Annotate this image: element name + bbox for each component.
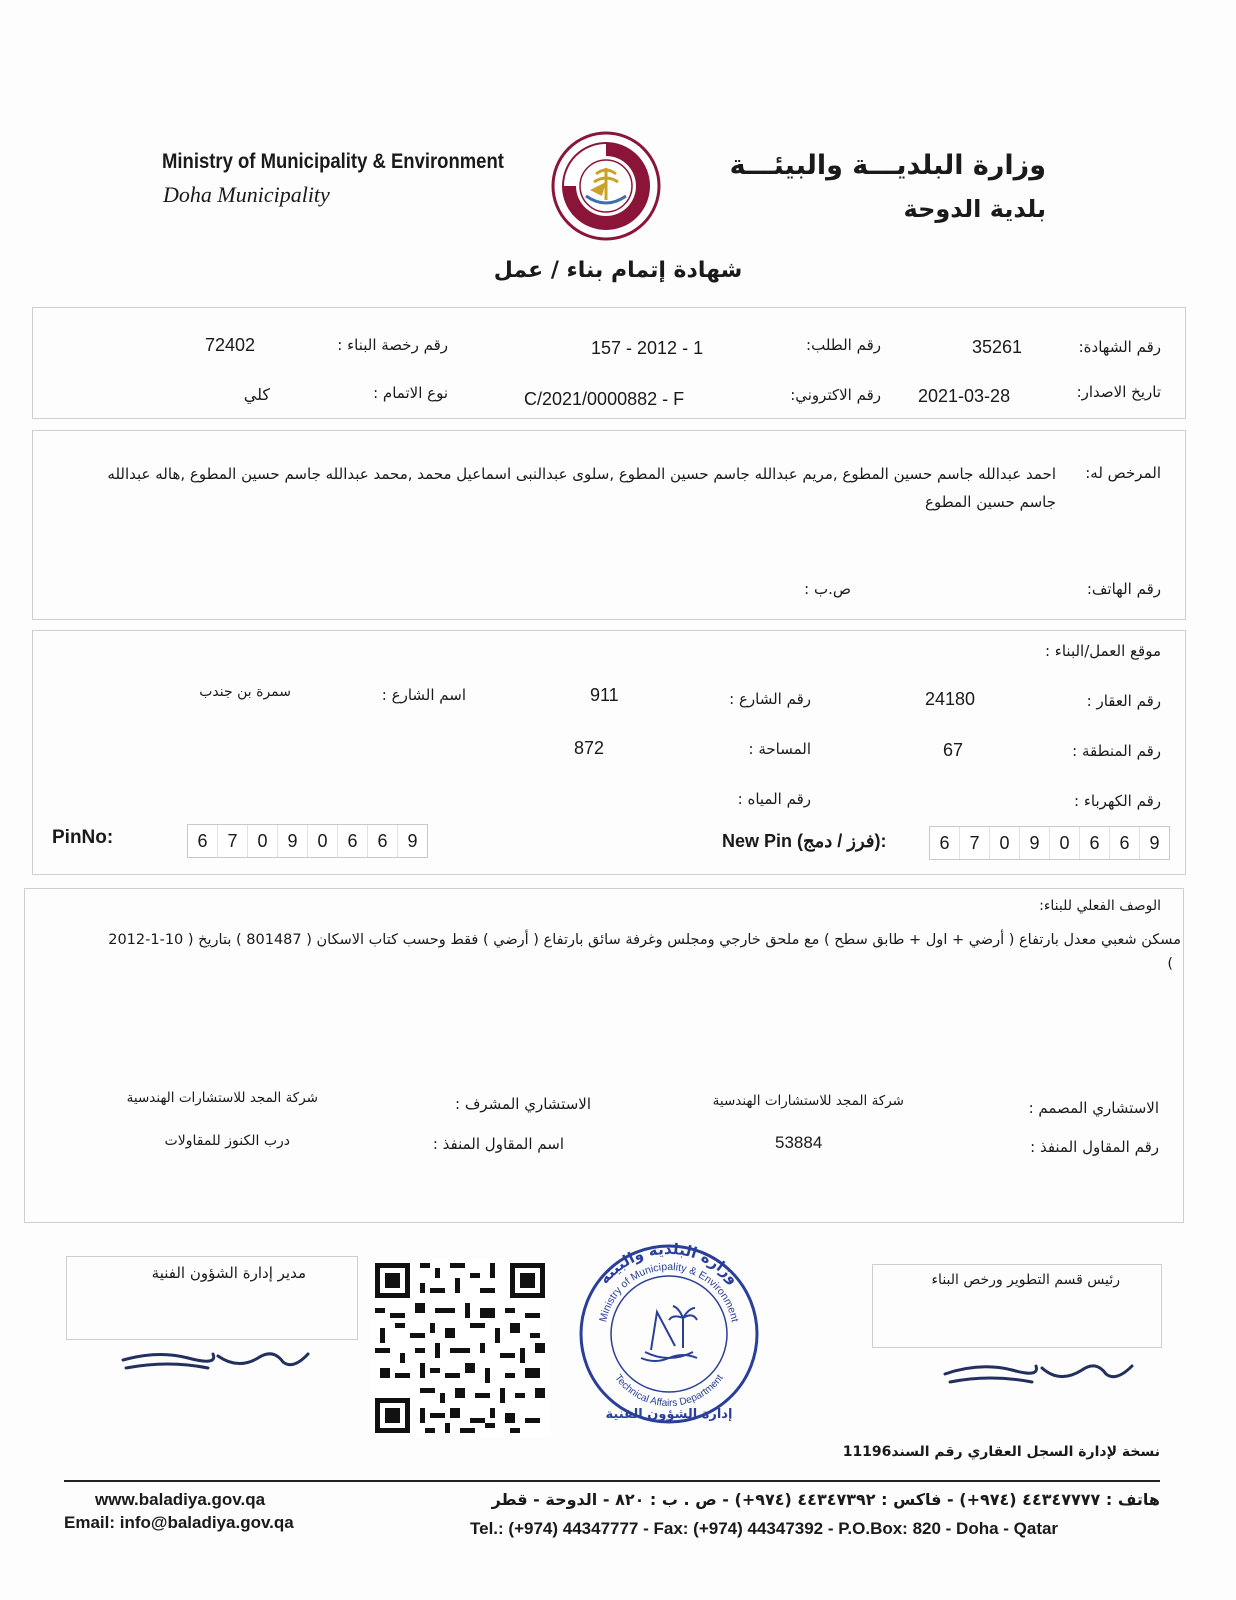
water-label: رقم المياه : [737, 790, 811, 808]
stamp-department-ar: إدارة الشؤون الفنية [605, 1407, 733, 1422]
stamp-department-en: Technical Affairs Department [612, 1372, 726, 1410]
new-pin-digit: 6 [1110, 827, 1140, 859]
stamp-arabic-top: وزارة البلدية والبيئة [595, 1240, 743, 1288]
pin-digit: 9 [407, 831, 418, 851]
pin-digits [187, 824, 428, 858]
municipality-name-ar: بلدية الدوحة [903, 195, 1046, 223]
street-no-value: 911 [590, 685, 619, 705]
contractor-no-value: 53884 [775, 1133, 823, 1152]
new-pin-digit: 0 [990, 827, 1020, 859]
pin-label: PinNo: [52, 827, 114, 848]
issue-date-value: 2021-03-28 [918, 386, 1011, 406]
svg-text:Technical Affairs Department [612, 1373, 726, 1409]
new-pin-digit: 9 [1149, 833, 1160, 853]
new-pin-digit: 6 [1080, 827, 1110, 859]
pin-digit: 6 [368, 825, 398, 857]
electronic-no-value: C/2021/0000882 - F [524, 389, 685, 409]
supervisor-consultant-label: الاستشاري المشرف : [455, 1095, 591, 1113]
property-no-label: رقم العقار : [1086, 692, 1161, 710]
new-pin-digit: 7 [960, 827, 990, 859]
copy-note: نسخة لإدارة السجل العقاري رقم السند11196 [842, 1444, 1160, 1460]
contractor-no-label: رقم المقاول المنفذ : [1030, 1138, 1159, 1156]
technical-director-title: مدير إدارة الشؤون الفنية [151, 1264, 306, 1282]
street-no-label: رقم الشارع : [729, 690, 811, 708]
qr-code [370, 1258, 550, 1438]
permit-no-label: رقم رخصة البناء : [337, 336, 448, 354]
website-link[interactable]: www.baladiya.gov.qa [95, 1490, 266, 1509]
head-of-permits-title: رئيس قسم التطوير ورخص البناء [931, 1272, 1120, 1288]
new-pin-digits [929, 826, 1170, 860]
pobox-label: ص.ب : [804, 580, 851, 598]
new-pin-label: New Pin (فرز / دمج): [722, 831, 887, 851]
pin-digit: 0 [248, 825, 278, 857]
new-pin-digit: 6 [930, 827, 960, 859]
request-no-value: 157 - 2012 - 1 [591, 338, 704, 358]
contractor-name-label: اسم المقاول المنفذ : [432, 1135, 564, 1153]
zone-no-value: 67 [943, 740, 964, 760]
street-name-value: سمرة بن جندب [199, 684, 291, 700]
certificate-title: شهادة إتمام بناء / عمل [493, 258, 743, 283]
stamp-english-text: Ministry of Municipality & Environment [597, 1260, 741, 1324]
cert-no-value: 35261 [972, 337, 1023, 357]
location-heading: موقع العمل/البناء : [1044, 642, 1161, 660]
request-no-label: رقم الطلب: [806, 336, 881, 354]
area-label: المساحة : [748, 740, 811, 758]
dhow-palm-emblem [641, 1306, 697, 1361]
ministry-name-en: Ministry of Municipality & Environment [162, 150, 504, 173]
issue-date-label: تاريخ الاصدار: [1076, 383, 1161, 401]
pin-digit: 9 [278, 825, 308, 857]
licensee-names: احمد عبدالله جاسم حسين المطوع ,مريم عبدالله جاسم حسين المطوع ,سلوى عبدالنبى اسماعيل محمد ,محمد عبدالله جاسم حسين المطوع ,هاله عبدالله جاسم حسين المطوع [107, 465, 1056, 511]
licensee-label: المرخص له: [1085, 464, 1161, 482]
contractor-name-value: درب الكنوز للمقاولات [164, 1133, 290, 1149]
permit-no-value: 72402 [205, 335, 256, 355]
area-value: 872 [574, 738, 605, 758]
electricity-label: رقم الكهرباء : [1074, 792, 1161, 810]
pin-digit: 6 [188, 825, 218, 857]
head-of-permits-signature [940, 1352, 1140, 1392]
footer-contact-en: Tel.: (+974) 44347777 - Fax: (+974) 44347392 - P.O.Box: 820 - Doha - Qatar [470, 1519, 1059, 1538]
new-pin-digit: 9 [1020, 827, 1050, 859]
designer-consultant-label: الاستشاري المصمم : [1028, 1099, 1159, 1117]
zone-no-label: رقم المنطقة : [1072, 742, 1161, 760]
municipality-name-en: Doha Municipality [163, 182, 330, 207]
pin-digit: 7 [218, 825, 248, 857]
completion-type-value: كلي [243, 385, 270, 404]
phone-label: رقم الهاتف: [1086, 580, 1161, 598]
cert-no-label: رقم الشهادة: [1078, 338, 1161, 356]
licensee-box [32, 430, 1186, 620]
official-stamp [575, 1240, 763, 1428]
completion-type-label: نوع الاتمام : [373, 384, 448, 402]
pin-digit: 0 [308, 825, 338, 857]
description-text-continued: ) [1167, 956, 1173, 972]
description-text: مسكن شعبي معدل بارتفاع ( أرضي + اول + طابق سطح ) مع ملحق خارجي ومجلس وغرفة سائق بارتفاع ( أرضي ) فقط وحسب كتاب الاسكان ( 801487 ) بتاريخ ( 10-1-2012 [108, 932, 1181, 948]
pin-digit: 6 [338, 825, 368, 857]
property-no-value: 24180 [925, 689, 976, 709]
footer-divider [64, 1480, 1160, 1482]
street-name-label: اسم الشارع : [381, 686, 466, 704]
footer-contact-ar: هاتف : ٤٤٣٤٧٧٧٧ (٩٧٤+) - فاكس : ٤٤٣٤٧٣٩٢ (٩٧٤+) - ص . ب : ٨٢٠ - الدوحة - قطر [491, 1490, 1160, 1509]
electronic-no-label: رقم الاكتروني: [790, 386, 881, 404]
email-link[interactable]: Email: info@baladiya.gov.qa [64, 1513, 294, 1532]
technical-director-signature [118, 1340, 318, 1380]
supervisor-consultant-value: شركة المجد للاستشارات الهندسية [126, 1090, 318, 1106]
ministry-seal-logo [550, 130, 662, 242]
new-pin-digit: 0 [1050, 827, 1080, 859]
designer-consultant-value: شركة المجد للاستشارات الهندسية [712, 1093, 904, 1109]
ministry-name-ar: وزارة البلديـــة والبيئـــة [729, 150, 1046, 181]
description-heading: الوصف الفعلي للبناء: [1039, 898, 1161, 914]
